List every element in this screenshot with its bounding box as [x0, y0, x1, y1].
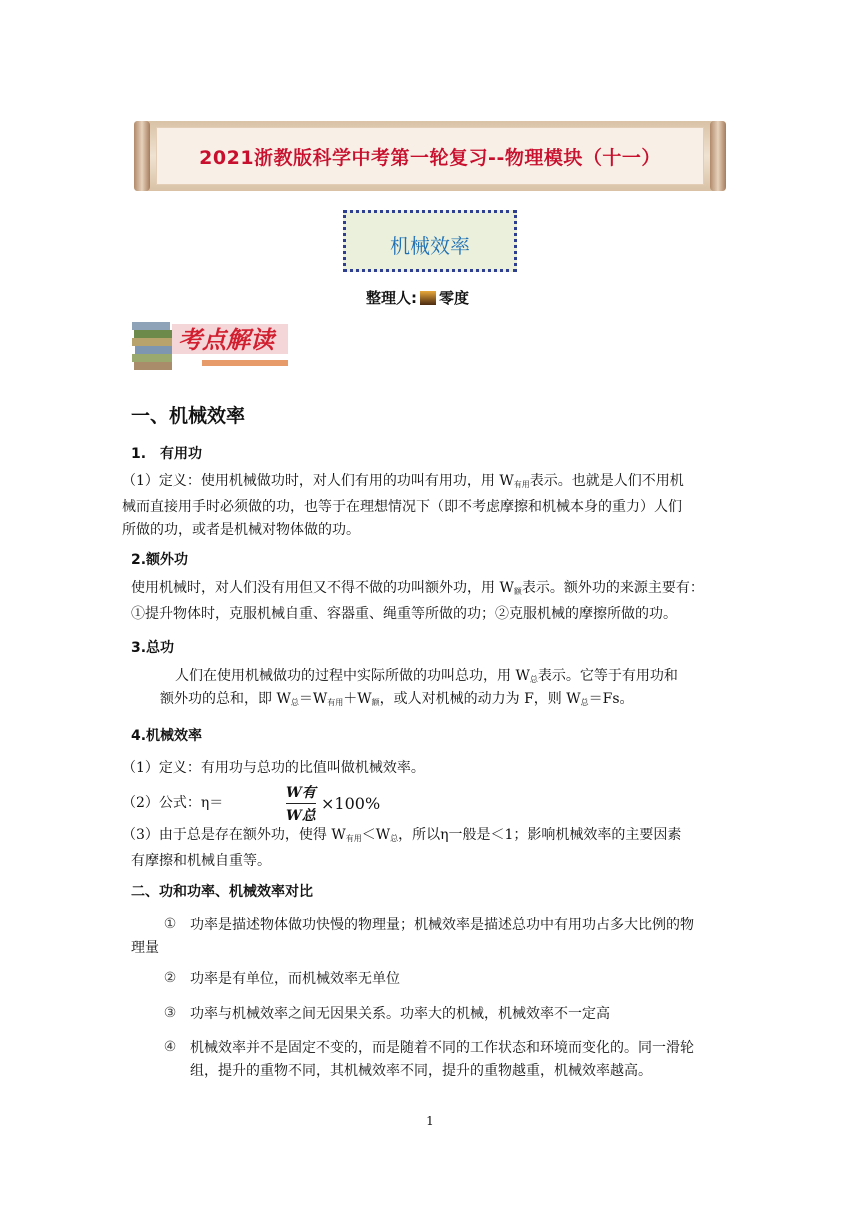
- list-item-3-line-1: 功率与机械效率之间无因果关系。功率大的机械，机械效率不一定高: [190, 1006, 610, 1022]
- formula-numerator: W有: [286, 785, 316, 801]
- formula-percent: ×100%: [321, 794, 381, 813]
- list-item-1-line-2: 理量: [131, 940, 159, 956]
- list-item-2-line-1: 功率是有单位，而机械效率无单位: [190, 971, 400, 987]
- efficiency-formula-label: （2）公式：η＝: [122, 795, 224, 811]
- efficiency-formula: [286, 782, 381, 826]
- books-logo-icon: [132, 318, 292, 378]
- list-marker: ③: [163, 1005, 177, 1021]
- list-marker: ①: [163, 916, 177, 932]
- paragraph-line: 有摩擦和机械自重等。: [131, 853, 271, 869]
- topic-box: [343, 210, 517, 272]
- author-label: 整理人:: [366, 289, 417, 307]
- formula-denominator: W总: [286, 808, 316, 824]
- subsection-total-work-title: 3.总功: [131, 640, 175, 656]
- topic-title: 机械效率: [390, 234, 470, 258]
- list-item-4-line-2: 组，提升的重物不同，其机械效率不同，提升的重物越重，机械效率越高。: [190, 1063, 652, 1079]
- title-banner: [134, 121, 726, 191]
- list-item-4-line-1: 机械效率并不是固定不变的，而是随着不同的工作状态和环境而变化的。同一滑轮: [190, 1040, 694, 1056]
- formula-fraction-bar: [286, 803, 316, 804]
- total-work-line-2: 额外功的总和，即 $W_总=W_{有用}+W_额$，或人对机械的动力为 F，则 $W_总=Fs$。: [160, 691, 634, 707]
- subsection-efficiency-title: 4.机械效率: [131, 728, 203, 744]
- author-avatar-icon: [420, 291, 436, 305]
- logo-text: 考点解读: [178, 326, 274, 354]
- efficiency-definition: （1）定义：有用功与总功的比值叫做机械效率。: [122, 760, 425, 776]
- subsection-extra-work-title: 2.额外功: [131, 552, 189, 568]
- page-number: 1: [426, 1114, 434, 1128]
- paragraph-line: （3）由于总是存在额外功，使得 $W_{有用}<W_总$，所以η一般是＜1；影响机械效率的主要因素: [122, 827, 682, 843]
- paragraph-line: 械而直接用手时必须做的功，也等于在理想情况下（即不考虑摩擦和机械本身的重力）人们: [122, 499, 682, 515]
- list-marker: ④: [163, 1039, 177, 1055]
- useful-work-paragraph: [122, 470, 742, 542]
- efficiency-note-paragraph: [122, 824, 742, 873]
- section-1-title: 一、机械效率: [131, 405, 246, 427]
- total-work-line-1: 人们在使用机械做功的过程中实际所做的功叫总功，用 $W_总$表示。它等于有用功和: [175, 668, 678, 684]
- extra-work-paragraph: [131, 577, 741, 626]
- paragraph-line: ①提升物体时，克服机械自重、容器重、绳重等所做的功；②克服机械的摩擦所做的功。: [131, 606, 677, 622]
- paragraph-line: （1）定义：使用机械做功时，对人们有用的功叫有用功，用 $W_{有用}$表示。也就是人们不用机: [122, 473, 684, 489]
- paragraph-line: 所做的功，或者是机械对物体做的功。: [122, 522, 360, 538]
- section-2-title: 二、功和功率、机械效率对比: [131, 884, 313, 900]
- author-line: [366, 287, 469, 308]
- document-title: 2021浙教版科学中考第一轮复习--物理模块（十一）: [199, 147, 661, 169]
- paragraph-line: 使用机械时，对人们没有用但又不得不做的功叫额外功，用 $W_额$表示。额外功的来源主要有：: [131, 580, 704, 596]
- list-marker: ②: [163, 970, 177, 986]
- subsection-useful-work-title: 1. 有用功: [131, 446, 203, 462]
- author-name: 零度: [439, 289, 470, 307]
- list-item-1-line-1: 功率是描述物体做功快慢的物理量；机械效率是描述总功中有用功占多大比例的物: [190, 917, 694, 933]
